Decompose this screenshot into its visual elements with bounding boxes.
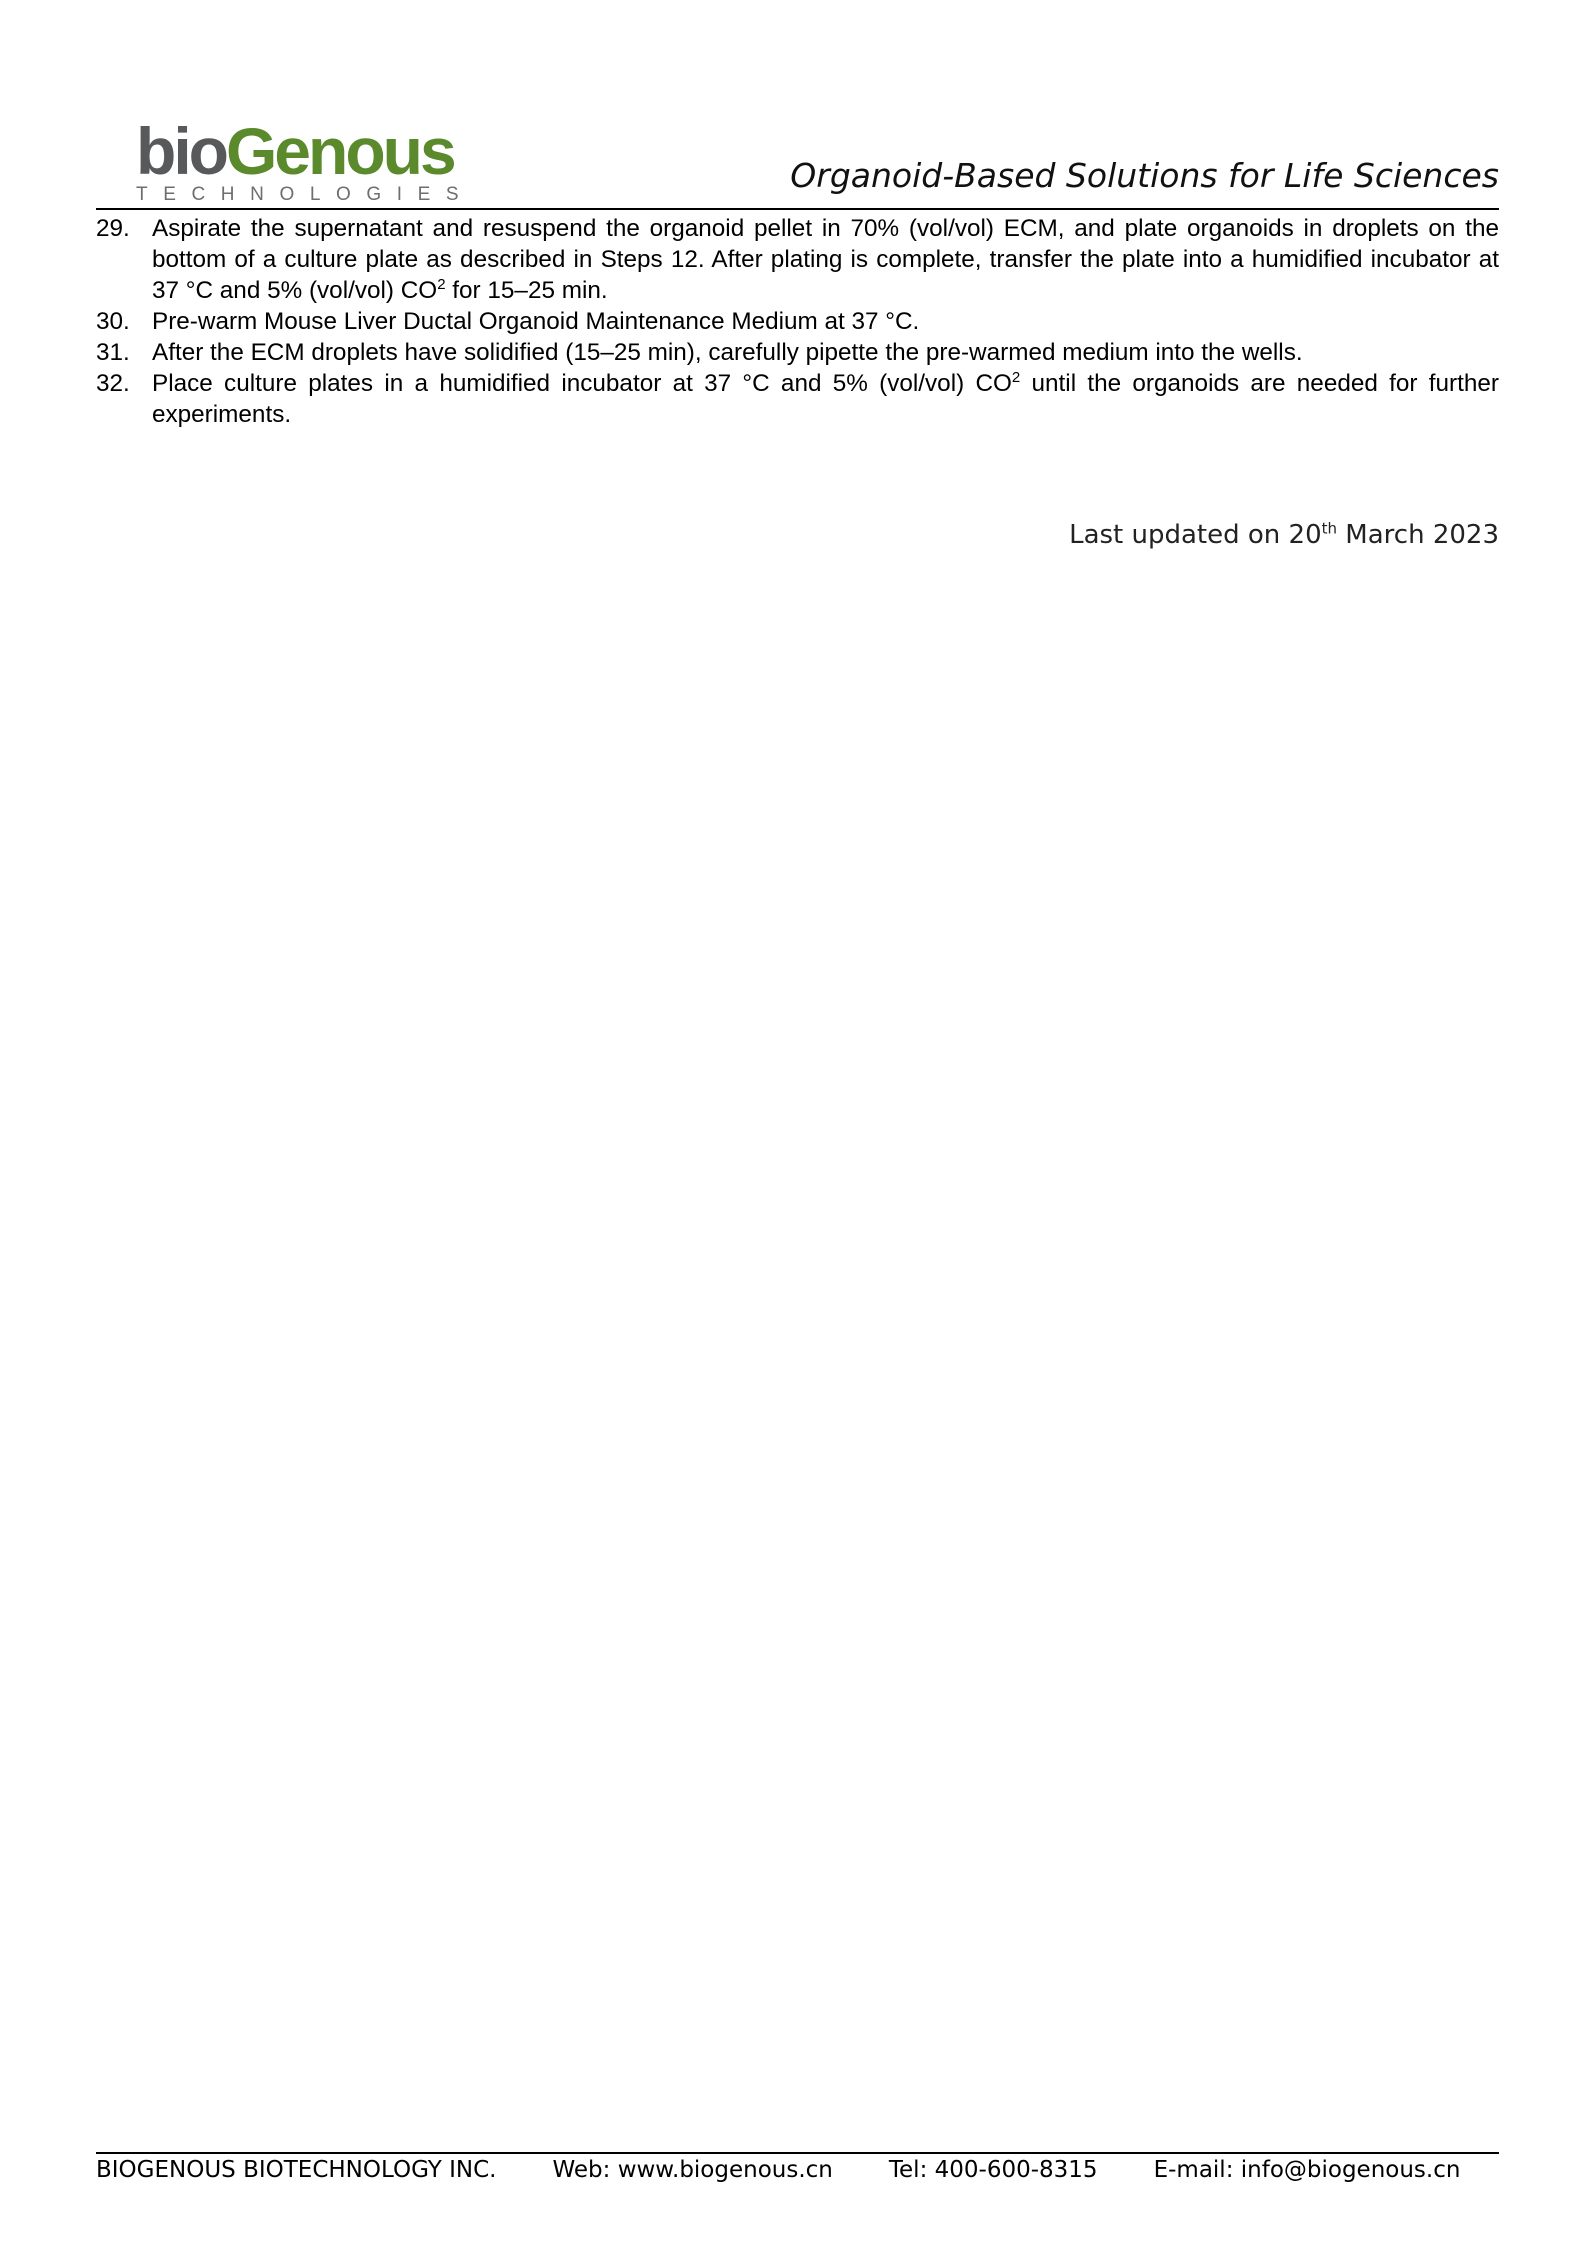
step-32 xyxy=(96,368,1499,430)
footer-divider xyxy=(96,2152,1499,2154)
protocol-steps xyxy=(96,213,1499,430)
step-text: Pre-warm Mouse Liver Ductal Organoid Maintenance Medium at 37 °C. xyxy=(152,308,920,335)
footer-web: Web: www.biogenous.cn xyxy=(552,2157,833,2183)
step-number: 30. xyxy=(96,308,130,335)
step-31 xyxy=(96,337,1499,368)
logo-wordmark xyxy=(136,114,474,188)
company-logo xyxy=(136,114,475,206)
footer-tel: Tel: 400-600-8315 xyxy=(888,2157,1098,2183)
header-divider xyxy=(96,208,1499,210)
logo-bio-text: bio xyxy=(136,114,226,188)
logo-genous-text: Genous xyxy=(225,114,454,188)
step-text: Aspirate the supernatant and resuspend the organoid pellet in 70% (vol/vol) ECM, and plate organoids in droplets on the bottom of a culture plate as described in Steps 12. After plating is complete, transfer the plate into a humidified incubator at 37 °C and 5% (vol/vol) $CO^2$ for 15–25 min. xyxy=(152,215,1499,304)
step-text: After the ECM droplets have solidified (15–25 min), carefully pipette the pre-warmed medium into the wells. xyxy=(152,339,1303,366)
logo-subtitle: TECHNOLOGIES xyxy=(136,184,475,205)
footer-company: BIOGENOUS BIOTECHNOLOGY INC. xyxy=(96,2157,497,2183)
step-number: 29. xyxy=(96,215,130,242)
step-29 xyxy=(96,213,1499,306)
last-updated-date: Last updated on 20th March 2023 xyxy=(1069,519,1499,550)
step-30 xyxy=(96,306,1499,337)
step-text: Place culture plates in a humidified incubator at 37 °C and 5% (vol/vol) $CO^2$ until the organoids are needed for further experiments. xyxy=(152,368,1499,428)
step-number: 31. xyxy=(96,339,130,366)
step-number: 32. xyxy=(96,370,130,397)
header-tagline: Organoid-Based Solutions for Life Sciences xyxy=(790,156,1499,195)
footer-email: E-mail: info@biogenous.cn xyxy=(1153,2157,1461,2183)
page-footer xyxy=(96,2157,1460,2183)
